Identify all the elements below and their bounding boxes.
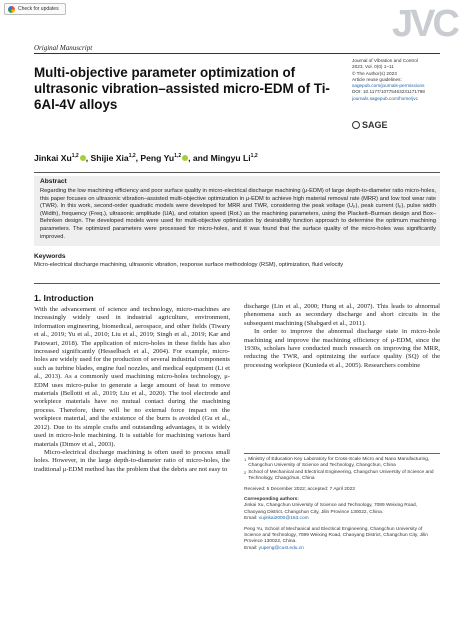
email-link[interactable]: xujinkai2000@163.com	[258, 516, 309, 522]
check-for-updates-label: Check for updates	[18, 6, 59, 12]
corresponding-email-row	[244, 546, 440, 552]
affiliation-item	[244, 470, 440, 483]
orcid-icon[interactable]	[80, 155, 86, 161]
body-paragraph: Micro-electrical discharge machining is often used to process small holes. However, in the large depth-to-diameter ratio of micro-holes, the traditional μ-EDM method has the problem that the debris are not easy to	[34, 448, 230, 473]
abstract-heading: Abstract	[40, 178, 67, 185]
affiliation-text: School of Mechanical and Electrical Engineering, Changchun University of Science and Technology, Changchun, China	[248, 469, 434, 482]
sage-logo-icon	[352, 121, 360, 129]
author-name[interactable]: Peng Yu	[140, 153, 175, 163]
keywords-heading: Keywords	[34, 253, 66, 260]
author-affiliation-sup: 1,2	[174, 153, 182, 159]
corresponding-author: Peng Yu, School of Mechanical and Electrical Engineering, Changchun University of Science and Technology, 7089 Weixing Road, Chaoyang District, Changchun City, Jilin Province 130022, China.	[244, 526, 428, 545]
journal-volume: 2023, Vol. 0(0) 1–11	[352, 64, 394, 70]
author-name[interactable]: Shijie Xia	[90, 153, 129, 163]
author-affiliation-sup: 1,2	[128, 153, 136, 159]
body-paragraph: discharge (Lin et al., 2000; Hung et al., 2007). This leads to abnormal phenomena such as secondary discharge and short circuits in the subsequent machining (Shabgard et al., 2011).	[244, 303, 440, 327]
body-column-right	[244, 303, 440, 370]
email-label: Email:	[244, 545, 258, 551]
journal-logo	[392, 2, 457, 46]
journal-reuse: Article reuse guidelines:	[352, 76, 402, 82]
update-icon	[8, 6, 15, 13]
author-divider	[34, 172, 440, 173]
journal-name: Journal of Vibration and Control	[352, 58, 418, 63]
publisher-name: SAGE	[362, 120, 388, 130]
affiliation-sup: 2	[244, 469, 247, 475]
received-date: Received: 5 December 2022; accepted: 7 April 2023	[244, 486, 355, 492]
affiliation-text: Ministry of Education Key Laboratory for Cross-Scale Micro and Nano Manufacturing, Changchun University of Science and Technology, Changchun, China	[248, 457, 430, 469]
abstract-text: Regarding the low machining efficiency and poor surface quality in micro-electrical discharge machining (μ-EDM) of large depth-to-diameter ratio micro-holes, this paper focuses on ultrasonic vibration–assisted multi-objective optimization in μ-EDM to achieve high material removal rate (MRR) and low tool wear rate (TWR). In this work, second-order quadratic models were developed for MRR and TWR, considering the peak voltage (Uₚ), peak current (Iₚ), pulse width (Width), frequency (Freq.), ultrasonic amplitude (UA), and rotation speed (Rot.) as the machining parameters, using the Plackett–Burman design and Box–Behnken design. The developed models were used for multi-objective optimization by desirability function approach to determine the optimum machining parameters. The optimized parameters were processed for micro-holes, and it was found that the surface quality of the micro-holes was significantly improved.	[40, 188, 436, 240]
affiliation-divider	[244, 453, 440, 454]
manuscript-label: Original Manuscript	[34, 44, 93, 52]
corresponding-author: Jinkai Xu, Changchun University of Science and Technology, 7089 Weixing Road, Chaoyang District, Changchun City, Jilin Province 130022, China.	[244, 503, 418, 515]
body-column-left	[34, 306, 230, 474]
journal-doi[interactable]: DOI: 10.1177/10775463231171798	[352, 89, 425, 95]
orcid-icon[interactable]	[182, 155, 188, 161]
email-label: Email:	[244, 516, 258, 522]
author-affiliation-sup: 1,2	[250, 153, 258, 159]
journal-copyright: © The Author(s) 2023	[352, 70, 397, 76]
top-divider	[34, 53, 440, 54]
corresponding-heading-text: Corresponding authors:	[244, 497, 299, 503]
permissions-link[interactable]: sagepub.com/journals-permissions	[352, 83, 425, 89]
journal-info	[352, 58, 462, 102]
affiliation-sup: 1	[244, 457, 247, 462]
keywords-divider	[34, 283, 440, 284]
email-link[interactable]: yupeng@cust.edu.cn	[258, 545, 304, 551]
check-for-updates-button[interactable]	[4, 3, 66, 15]
author-name[interactable]: Jinkai Xu	[34, 153, 72, 163]
keywords-text: Micro-electrical discharge machining, ultrasonic vibration, response surface methodology (RSM), optimization, fluid velocity	[34, 262, 344, 268]
author-name[interactable]: and Mingyu Li	[192, 153, 251, 163]
author-list: Jinkai Xu$^{1,2}$ , Shijie Xia$^{1,2}$, Peng Yu$^{1,2}$ , and Mingyu Li$^{1,2}$	[34, 153, 258, 163]
body-paragraph: In order to improve the abnormal discharge state in micro-hole machining and improve the machining efficiency of μ-EDM, since the 1930s, scholars have conducted much research on improving the MRR, reducing the TWR, and optimizing the surface quality (SQ) of the processing workpiece (Kunieda et al., 2005). Researchers combine	[244, 328, 440, 369]
journal-home-link[interactable]: journals.sagepub.com/home/jvc	[352, 95, 418, 101]
body-paragraph: With the advancement of science and technology, micro-machines are increasingly widely used in industrial agriculture, environment, information engineering, biomedical, aerospace, and other fields (Tiwary et al., 2019; Yu et al., 2010; Liu et al., 2019; Singh et al., 2019; Kar and Patowari, 2018). The application of micro-holes in these fields has also increased significantly (Hesselbach et al., 2004). For example, micro-holes are widely used for the production of several industrial components such as turbine blades, engine fuel nozzles, and medical equipment (Li et al., 2013). As a commonly used machining micro-holes technology, μ-EDM uses micro-pulse to generate a large amount of heat to remove materials (Bellotti et al., 2019; Liu et al., 2020). The tool electrode and workpiece materials have no mutual contact during the machining process. Therefore, there will be no external force impact on the workpiece material, and the existence of the burrs is avoided (Gu et al., 2012). Due to its simple crafts and outstanding advantages, it is widely used in micro-hole machining. It is suitable for machining various hard materials (Dimov et al., 2003).	[34, 306, 230, 448]
author-affiliation-sup: 1,2	[71, 153, 79, 159]
section-heading: 1. Introduction	[34, 293, 94, 303]
affiliation-item	[244, 457, 440, 470]
article-title: Multi-objective parameter optimization of ultrasonic vibration–assisted micro-EDM of Ti-6Al-4V alloys	[34, 65, 330, 112]
affiliations	[244, 457, 440, 552]
publisher-logo	[352, 120, 388, 130]
journal-logo-text: JVC	[392, 3, 457, 45]
